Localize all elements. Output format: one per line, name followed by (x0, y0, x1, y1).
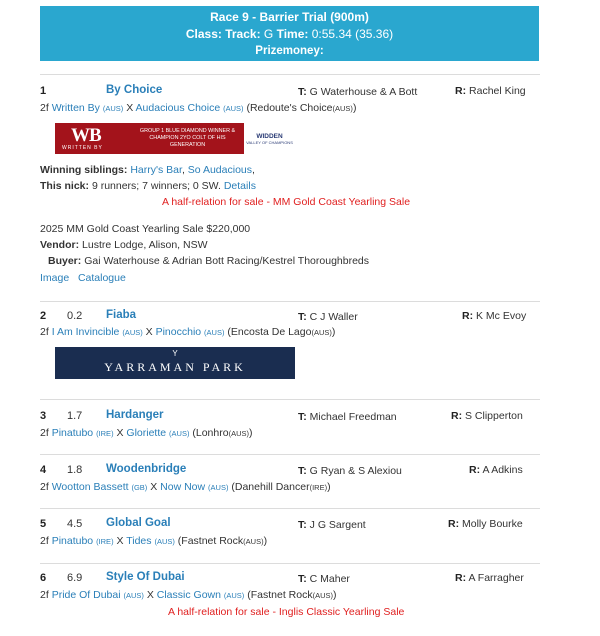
sire-link[interactable]: Pinatubo (51, 535, 94, 547)
trainer: T: G Ryan & S Alexiou (298, 465, 402, 477)
sale-info: 2025 MM Gold Coast Yearling Sale $220,000 (40, 223, 251, 235)
sire-link[interactable]: Pinatubo (51, 427, 94, 439)
stallion-ad-banner[interactable]: WB WRITTEN BY GROUP 1 BLUE DIAMOND WINNER & CHAMPION 2YO COLT OF HIS GENERATION WIDDEN VALLEY OF CHAMPIONS (55, 123, 295, 154)
finish-position: 5 (40, 518, 47, 530)
sibling-link[interactable]: Harry's Bar (130, 164, 182, 176)
pedigree: 2f I Am Invincible (AUS) X Pinocchio (AUS) (Encosta De Lago(AUS)) (40, 326, 336, 338)
trainer: T: G Waterhouse & A Bott (298, 86, 418, 98)
vendor: Vendor: Lustre Lodge, Alison, NSW (40, 239, 208, 251)
rider: R: K Mc Evoy (462, 310, 527, 322)
dam-link[interactable]: Classic Gown (156, 589, 221, 601)
dam-link[interactable]: Tides (126, 535, 152, 547)
finish-position: 2 (40, 310, 47, 322)
dam-link[interactable]: Audacious Choice (135, 102, 221, 114)
finish-position: 6 (40, 572, 47, 584)
yarraman-crest-icon: Y (172, 349, 178, 358)
horse-name-link[interactable]: Style Of Dubai (106, 571, 185, 583)
sire-link[interactable]: Written By (51, 102, 100, 114)
winning-siblings: Winning siblings: Harry's Bar, So Audacious, (40, 164, 255, 176)
pedigree: 2f Pinatubo (IRE) X Gloriette (AUS) (Lonhro(AUS)) (40, 427, 253, 439)
rider: R: A Farragher (455, 572, 524, 584)
horse-name-link[interactable]: Woodenbridge (106, 463, 187, 475)
divider (40, 454, 540, 455)
stud-ad-banner[interactable] (55, 347, 295, 379)
race-info (40, 26, 539, 43)
this-nick: This nick: 9 runners; 7 winners; 0 SW. Details (40, 180, 256, 192)
race-header (40, 6, 539, 61)
trainer: T: J G Sargent (298, 519, 366, 531)
dam-link[interactable]: Pinocchio (155, 326, 202, 338)
divider (40, 508, 540, 509)
yarraman-park-logo: YARRAMAN PARK (104, 360, 246, 374)
rider: R: Rachel King (455, 85, 526, 97)
horse-name-link[interactable]: By Choice (106, 84, 163, 96)
race-title: Race 9 - Barrier Trial (900m) (210, 10, 369, 24)
odds: 6.9 (67, 572, 83, 584)
rider: R: S Clipperton (451, 410, 523, 422)
odds: 1.8 (67, 464, 83, 476)
pedigree: 2f Pinatubo (IRE) X Tides (AUS) (Fastnet Rock(AUS)) (40, 535, 268, 547)
prizemoney-label: Prizemoney: (255, 45, 324, 57)
trainer: T: C J Waller (298, 311, 358, 323)
sire-link[interactable]: Wootton Bassett (51, 481, 129, 493)
details-link[interactable]: Details (223, 180, 256, 192)
banner-text: GROUP 1 BLUE DIAMOND WINNER & CHAMPION 2YO COLT OF HIS GENERATION (139, 128, 236, 148)
divider (40, 301, 540, 302)
finish-position: 4 (40, 464, 47, 476)
dam-link[interactable]: Gloriette (126, 427, 167, 439)
track-label: Track: (225, 27, 261, 41)
pedigree: 2f Written By (AUS) X Audacious Choice (AUS) (Redoute's Choice(AUS)) (40, 102, 357, 114)
trainer: T: Michael Freedman (298, 411, 397, 423)
pedigree: 2f Wootton Bassett (GB) X Now Now (AUS) (Danehill Dancer(IRE)) (40, 481, 331, 493)
time-label: Time: (276, 27, 309, 41)
pedigree: 2f Pride Of Dubai (AUS) X Classic Gown (AUS) (Fastnet Rock(AUS)) (40, 589, 337, 601)
half-relation-note[interactable]: A half-relation for sale - Inglis Classic Yearling Sale (168, 606, 405, 618)
sire-link[interactable]: Pride Of Dubai (51, 589, 121, 601)
track-value: G (263, 27, 274, 41)
sire-link[interactable]: I Am Invincible (51, 326, 120, 338)
finish-position: 3 (40, 410, 47, 422)
time-value: 0:55.34 (35.36) (311, 27, 394, 41)
divider (40, 399, 540, 400)
horse-name-link[interactable]: Global Goal (106, 517, 171, 529)
sale-links (40, 272, 126, 284)
half-relation-note[interactable]: A half-relation for sale - MM Gold Coast Yearling Sale (162, 196, 411, 208)
dam-link[interactable]: Now Now (160, 481, 206, 493)
divider (40, 563, 540, 564)
sibling-link[interactable]: So Audacious (187, 164, 252, 176)
odds: 0.2 (67, 310, 83, 322)
odds: 1.7 (67, 410, 83, 422)
class-label: Class: (185, 27, 222, 41)
divider (40, 74, 540, 75)
written-by-logo: WB (71, 125, 101, 146)
image-link[interactable]: Image (40, 272, 70, 284)
finish-position: 1 (40, 85, 47, 97)
rider: R: Molly Bourke (448, 518, 523, 530)
odds: 4.5 (67, 518, 83, 530)
rider: R: A Adkins (469, 464, 523, 476)
trainer: T: C Maher (298, 573, 350, 585)
horse-name-link[interactable]: Fiaba (106, 309, 137, 321)
catalogue-link[interactable]: Catalogue (77, 272, 126, 284)
buyer: Buyer: Gai Waterhouse & Adrian Bott Racing/Kestrel Thoroughbreds (48, 255, 370, 267)
horse-name-link[interactable]: Hardanger (106, 409, 164, 421)
widden-logo: WIDDEN VALLEY OF CHAMPIONS (244, 123, 295, 154)
